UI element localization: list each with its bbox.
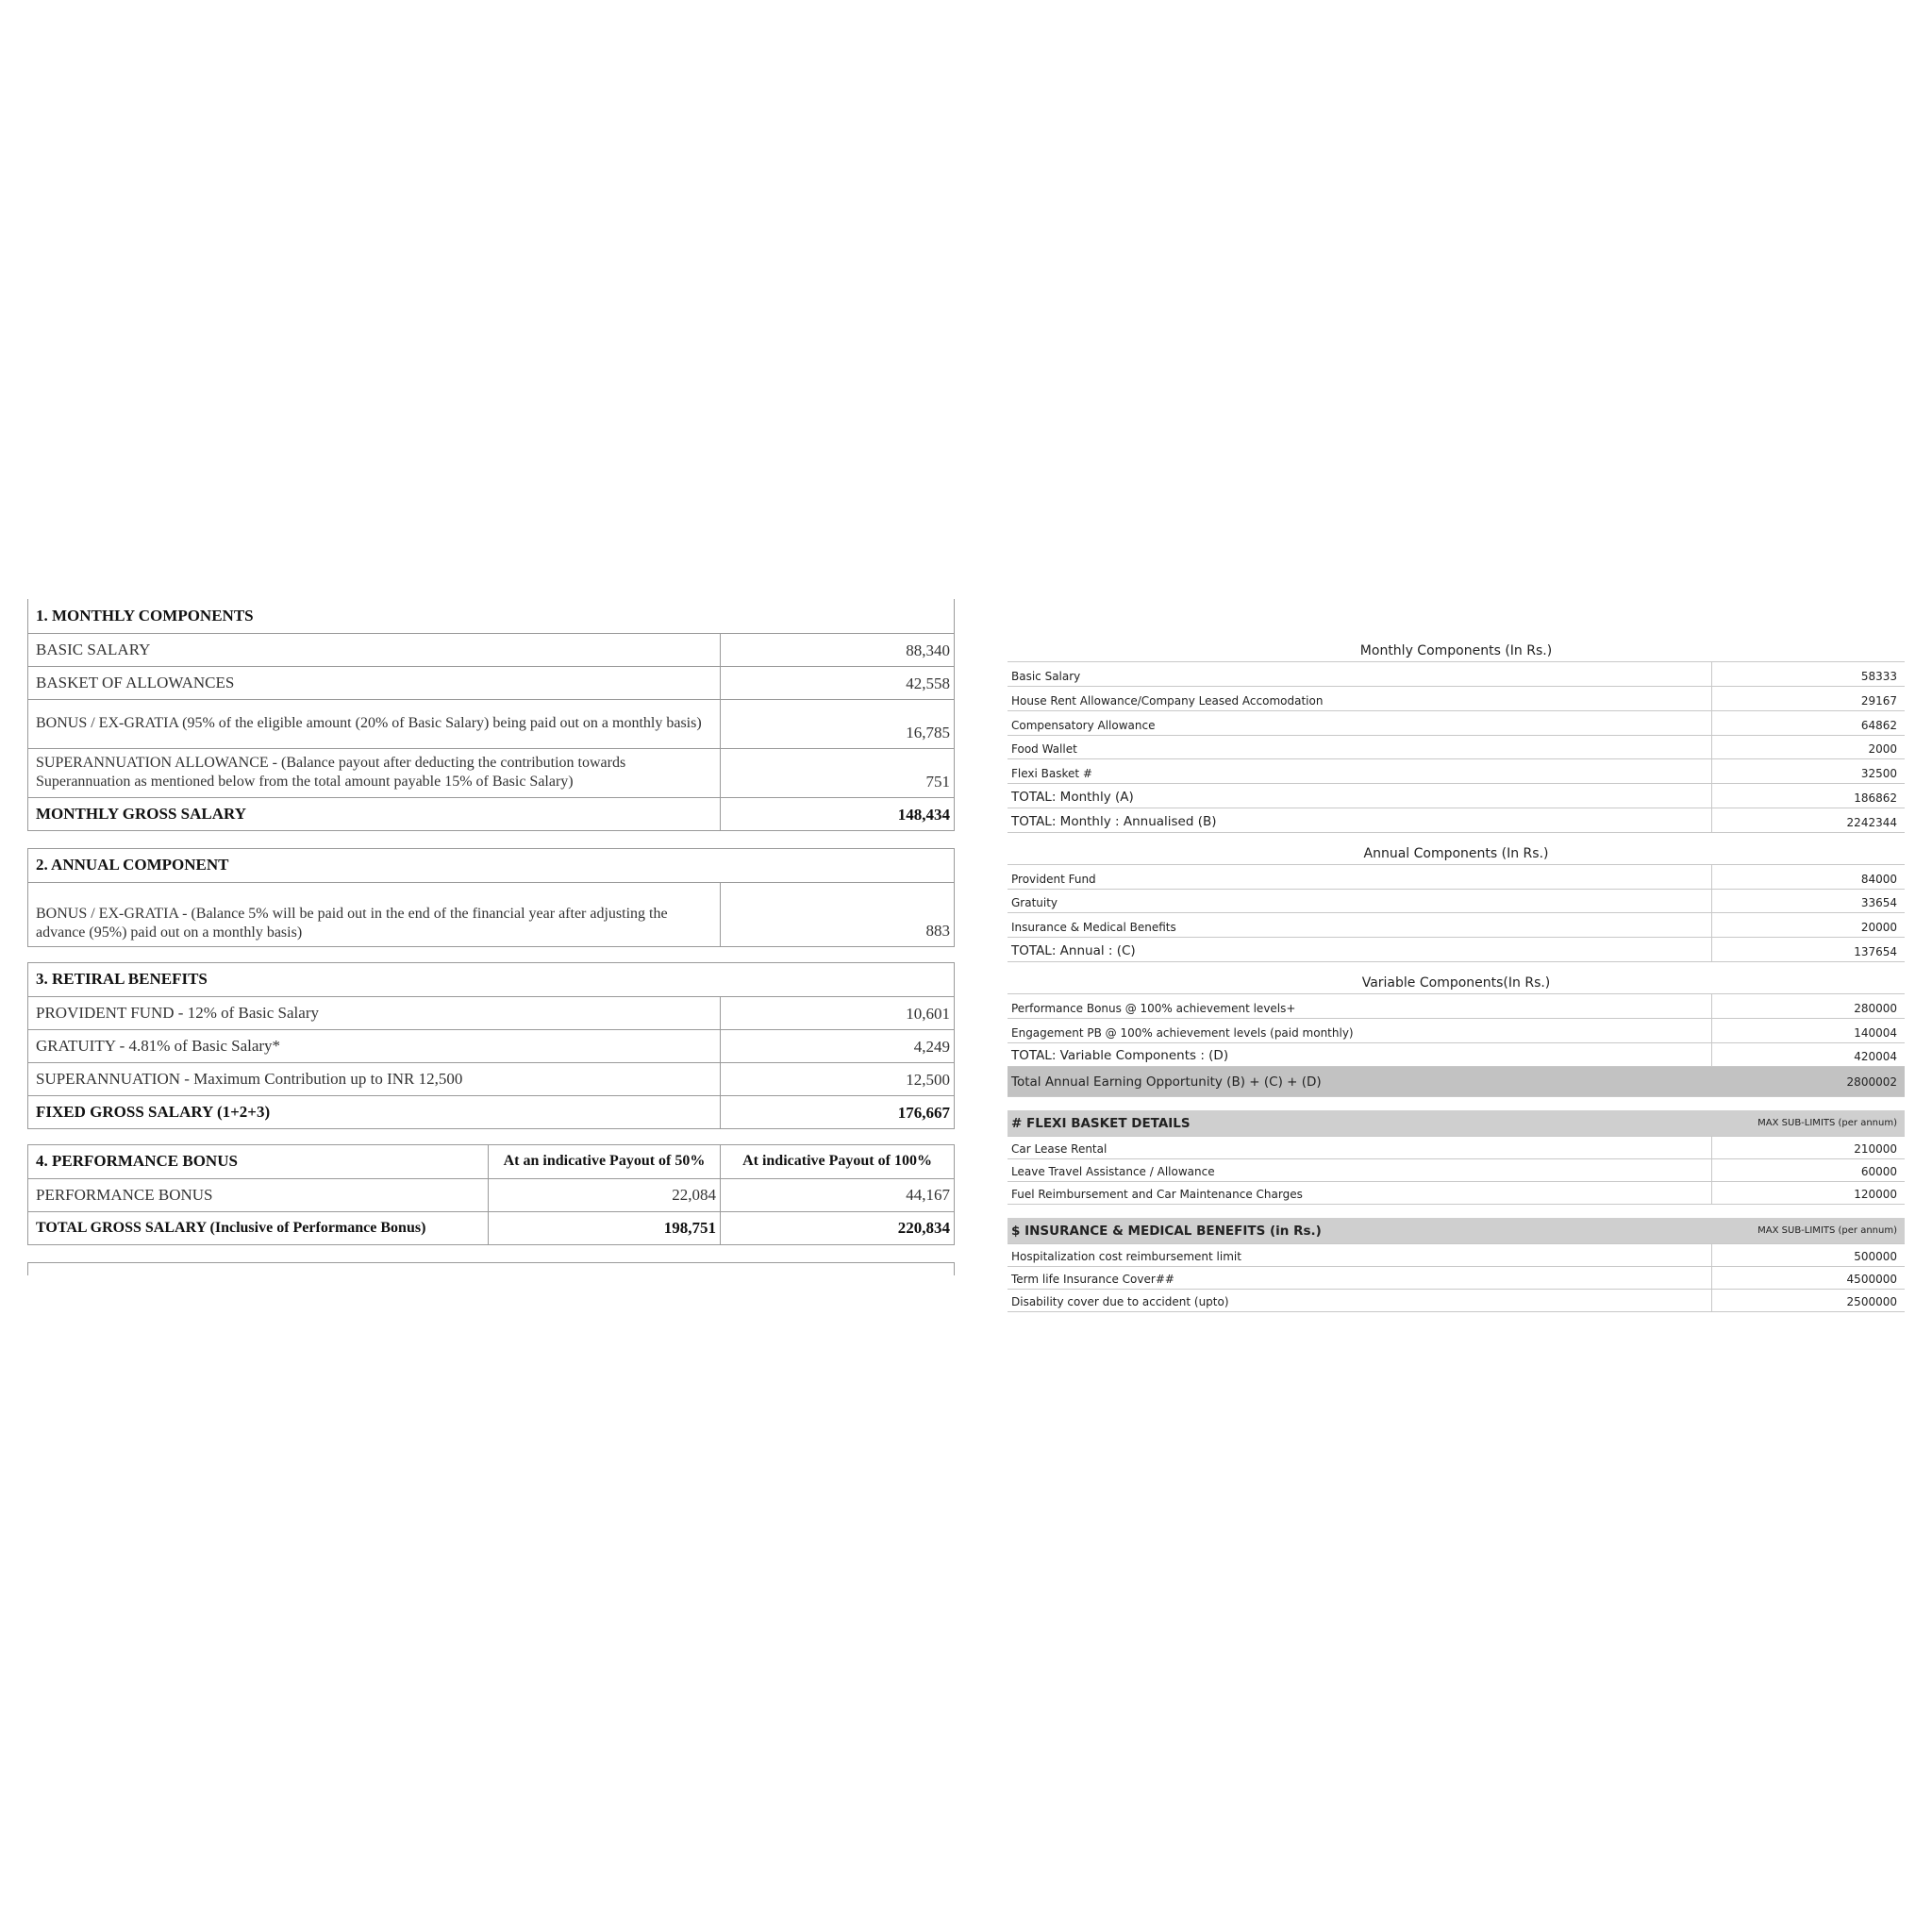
performance-bonus-table (27, 1144, 955, 1245)
salary-breakup-document (27, 599, 955, 1275)
table-row (28, 666, 955, 699)
row-value: 12,500 (721, 1062, 955, 1095)
row-label: Gratuity (1008, 889, 1711, 913)
row-value: 2500000 (1711, 1290, 1905, 1312)
row-label: MONTHLY GROSS SALARY (28, 797, 721, 830)
row-label: PROVIDENT FUND - 12% of Basic Salary (28, 996, 721, 1029)
row-value: 10,601 (721, 996, 955, 1029)
row-value: 883 (721, 882, 955, 946)
row-value: 29167 (1711, 687, 1905, 711)
row-value: 64862 (1711, 710, 1905, 735)
row-value: 33654 (1711, 889, 1905, 913)
row-value: 140004 (1711, 1018, 1905, 1042)
row-value: 500000 (1711, 1244, 1905, 1267)
row-label: PERFORMANCE BONUS (28, 1178, 489, 1211)
variable-total-row (1008, 1042, 1905, 1067)
row-value: 22,084 (489, 1178, 721, 1211)
payout-50-header: At an indicative Payout of 50% (489, 1144, 721, 1178)
row-label: Hospitalization cost reimbursement limit (1008, 1244, 1711, 1267)
row-value: 4,249 (721, 1029, 955, 1062)
row-value: 120000 (1711, 1182, 1905, 1205)
variable-components-header: Variable Components(In Rs.) (1008, 962, 1905, 994)
row-label: Performance Bonus @ 100% achievement levels+ (1008, 994, 1711, 1019)
table-row (1008, 889, 1905, 913)
row-value: 751 (721, 748, 955, 797)
table-row (28, 1178, 955, 1211)
row-value: 84000 (1711, 864, 1905, 889)
row-label: Compensatory Allowance (1008, 710, 1711, 735)
annual-components-header: Annual Components (In Rs.) (1008, 832, 1905, 864)
table-row (1008, 1290, 1905, 1312)
table-row (1008, 1137, 1905, 1159)
row-value: 2242344 (1711, 808, 1905, 833)
monthly-total-row (1008, 784, 1905, 808)
annualised-total-row (1008, 808, 1905, 833)
row-label: House Rent Allowance/Company Leased Accomodation (1008, 687, 1711, 711)
row-value: 198,751 (489, 1211, 721, 1244)
flexi-basket-header-row (1008, 1110, 1905, 1137)
table-row (28, 996, 955, 1029)
row-value: 42,558 (721, 666, 955, 699)
row-label: Engagement PB @ 100% achievement levels (paid monthly) (1008, 1018, 1711, 1042)
row-value: 420004 (1711, 1042, 1905, 1067)
row-label: GRATUITY - 4.81% of Basic Salary* (28, 1029, 721, 1062)
row-label: Fuel Reimbursement and Car Maintenance Charges (1008, 1182, 1711, 1205)
table-row (1008, 1182, 1905, 1205)
row-label: Basic Salary (1008, 662, 1711, 687)
row-value: 32500 (1711, 759, 1905, 784)
table-row (1008, 759, 1905, 784)
table-row (1008, 687, 1905, 711)
row-value: 220,834 (721, 1211, 955, 1244)
row-label: Leave Travel Assistance / Allowance (1008, 1159, 1711, 1182)
table-row (1008, 1018, 1905, 1042)
row-label: Term life Insurance Cover## (1008, 1267, 1711, 1290)
row-label: TOTAL: Monthly (A) (1008, 784, 1711, 808)
row-value: 148,434 (721, 797, 955, 830)
payout-100-header: At indicative Payout of 100% (721, 1144, 955, 1178)
row-value: 280000 (1711, 994, 1905, 1019)
row-value: 16,785 (721, 699, 955, 748)
total-gross-row (28, 1211, 955, 1244)
table-row (28, 1029, 955, 1062)
row-value: 4500000 (1711, 1267, 1905, 1290)
table-row (28, 633, 955, 666)
insurance-limit-label: MAX SUB-LIMITS (per annum) (1711, 1218, 1905, 1244)
row-label: SUPERANNUATION ALLOWANCE - (Balance payout after deducting the contribution towards Superannuation as mentioned below from the total amount payable 15% of Basic Salary) (28, 748, 721, 797)
row-label: Insurance & Medical Benefits (1008, 913, 1711, 938)
table-row (1008, 994, 1905, 1019)
row-label: BASIC SALARY (28, 633, 721, 666)
table-row (1008, 1159, 1905, 1182)
table-row (1008, 913, 1905, 938)
row-label: TOTAL: Monthly : Annualised (B) (1008, 808, 1711, 833)
row-value: 44,167 (721, 1178, 955, 1211)
grand-total-row (1008, 1067, 1905, 1097)
flexi-limit-label: MAX SUB-LIMITS (per annum) (1711, 1110, 1905, 1137)
table-row (1008, 864, 1905, 889)
row-label: BONUS / EX-GRATIA (95% of the eligible amount (20% of Basic Salary) being paid out on a monthly basis) (28, 699, 721, 748)
compensation-structure-document (1008, 638, 1905, 1312)
table-row (28, 882, 955, 946)
monthly-gross-row (28, 797, 955, 830)
retiral-benefits-table (27, 962, 955, 1129)
row-label: BONUS / EX-GRATIA - (Balance 5% will be paid out in the end of the financial year after adjusting the advance (95%) paid out on a monthly basis) (28, 882, 721, 946)
row-value: 137654 (1711, 938, 1905, 962)
row-label: Disability cover due to accident (upto) (1008, 1290, 1711, 1312)
table-row (1008, 710, 1905, 735)
table-row (28, 699, 955, 748)
flexi-basket-heading: # FLEXI BASKET DETAILS (1008, 1110, 1711, 1137)
table-footer-stub (27, 1262, 955, 1275)
row-value: 58333 (1711, 662, 1905, 687)
row-label: TOTAL: Variable Components : (D) (1008, 1042, 1711, 1067)
insurance-header-row (1008, 1218, 1905, 1244)
row-label: BASKET OF ALLOWANCES (28, 666, 721, 699)
monthly-components-header: Monthly Components (In Rs.) (1008, 638, 1905, 662)
performance-bonus-heading: 4. PERFORMANCE BONUS (28, 1144, 489, 1178)
row-value: 186862 (1711, 784, 1905, 808)
row-value: 2000 (1711, 735, 1905, 759)
monthly-components-heading: 1. MONTHLY COMPONENTS (28, 599, 955, 633)
table-row (1008, 1244, 1905, 1267)
table-row (1008, 662, 1905, 687)
table-row (1008, 1267, 1905, 1290)
table-row (28, 1062, 955, 1095)
fixed-gross-row (28, 1095, 955, 1128)
row-label: Car Lease Rental (1008, 1137, 1711, 1159)
row-label: SUPERANNUATION - Maximum Contribution up to INR 12,500 (28, 1062, 721, 1095)
row-value: 88,340 (721, 633, 955, 666)
monthly-components-table (27, 599, 955, 831)
compensation-table (1008, 638, 1905, 1312)
row-label: TOTAL: Annual : (C) (1008, 938, 1711, 962)
row-value: 2800002 (1711, 1067, 1905, 1097)
row-label: TOTAL GROSS SALARY (Inclusive of Performance Bonus) (28, 1211, 489, 1244)
annual-total-row (1008, 938, 1905, 962)
table-row (28, 748, 955, 797)
row-value: 210000 (1711, 1137, 1905, 1159)
annual-component-heading: 2. ANNUAL COMPONENT (28, 848, 955, 882)
row-value: 176,667 (721, 1095, 955, 1128)
row-label: Provident Fund (1008, 864, 1711, 889)
row-label: Total Annual Earning Opportunity (B) + (C) + (D) (1008, 1067, 1711, 1097)
row-label: FIXED GROSS SALARY (1+2+3) (28, 1095, 721, 1128)
retiral-benefits-heading: 3. RETIRAL BENEFITS (28, 962, 955, 996)
insurance-heading: $ INSURANCE & MEDICAL BENEFITS (in Rs.) (1008, 1218, 1711, 1244)
row-label: Food Wallet (1008, 735, 1711, 759)
table-row (1008, 735, 1905, 759)
row-value: 60000 (1711, 1159, 1905, 1182)
row-value: 20000 (1711, 913, 1905, 938)
annual-component-table (27, 848, 955, 947)
row-label: Flexi Basket # (1008, 759, 1711, 784)
